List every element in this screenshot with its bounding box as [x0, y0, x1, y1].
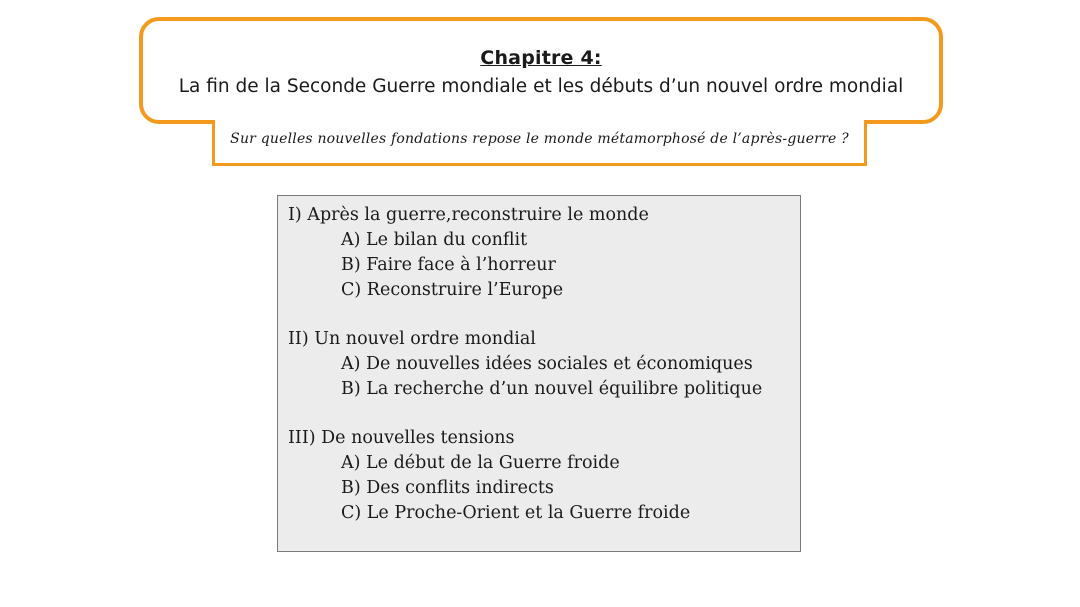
plan-subpart: C) Le Proche-Orient et la Guerre froide	[341, 503, 691, 523]
plan-subpart: B) La recherche d’un nouvel équilibre politique	[341, 379, 763, 399]
plan-part-heading: II) Un nouvel ordre mondial	[288, 329, 536, 349]
plan-subpart: C) Reconstruire l’Europe	[341, 280, 564, 300]
chapter-title: La fin de la Seconde Guerre mondiale et les débuts d’un nouvel ordre mondial	[178, 76, 904, 97]
plan-subpart: B) Des conflits indirects	[341, 478, 554, 498]
chapter-title-box	[139, 17, 943, 124]
plan-part-heading: III) De nouvelles tensions	[288, 428, 515, 448]
problem-question-box	[212, 120, 867, 166]
plan-subpart: A) Le bilan du conflit	[341, 230, 528, 250]
chapter-number: Chapitre 4:	[480, 47, 602, 69]
problem-question: Sur quelles nouvelles fondations repose le monde métamorphosé de l’après-guerre ?	[230, 131, 849, 147]
plan-subpart: B) Faire face à l’horreur	[341, 255, 556, 275]
plan-subpart: A) De nouvelles idées sociales et économiques	[341, 354, 753, 374]
chapter-plan	[277, 195, 801, 552]
plan-subpart: A) Le début de la Guerre froide	[341, 453, 620, 473]
plan-part-heading: I) Après la guerre,reconstruire le monde	[288, 205, 649, 225]
